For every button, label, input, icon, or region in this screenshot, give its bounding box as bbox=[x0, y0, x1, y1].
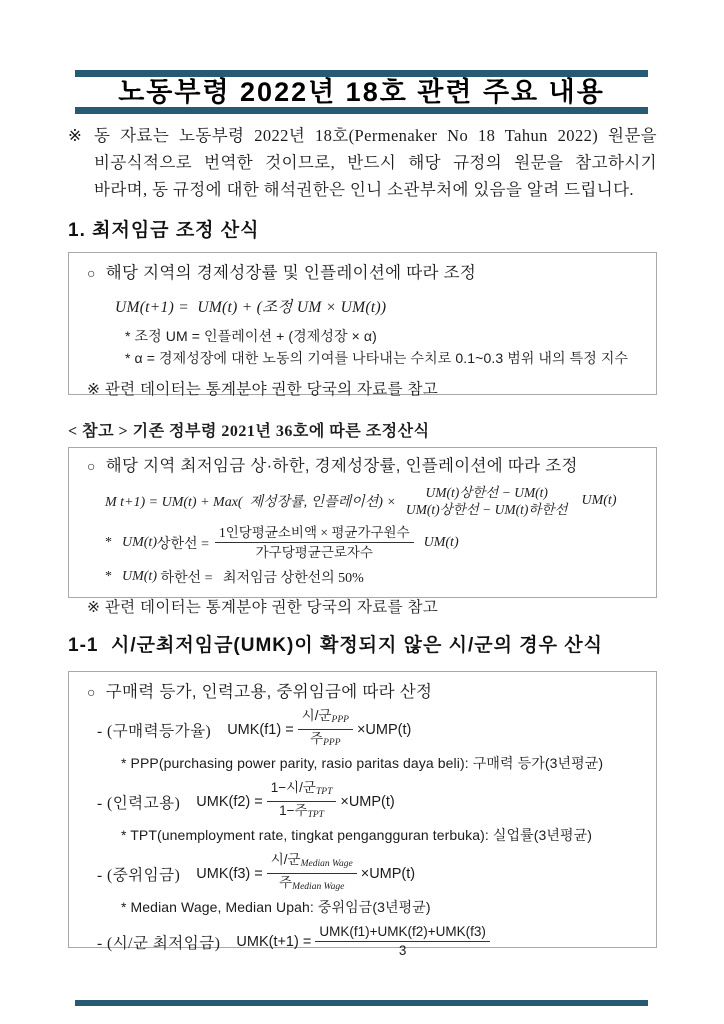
star-marker: * bbox=[105, 569, 112, 584]
formula-lhs: UMK(f3) = bbox=[196, 865, 263, 882]
box3-bullet-text: 구매력 등가, 인력고용, 중위임금에 따라 산정 bbox=[105, 683, 433, 701]
formula-tail: UM(t) bbox=[423, 534, 459, 550]
median-wage-note: * Median Wage, Median Upah: 중위임금(3년평균) bbox=[121, 899, 431, 915]
formula-rest: 하한선 = 최저임금 상한선의 50% bbox=[157, 571, 364, 586]
section-1-1-formula-box bbox=[68, 671, 657, 958]
fraction-numerator: 1−시/군$_{TPT}$ bbox=[267, 780, 337, 802]
tpt-note: * TPT(unemployment rate, tingkat pengangguran terbuka): 실업률(3년평균) bbox=[121, 827, 593, 843]
section-1-1-heading: 1-1 시/군최저임금(UMK)이 확정되지 않은 시/군의 경우 산식 bbox=[68, 635, 603, 656]
formula-tail: UM(t) bbox=[581, 493, 617, 508]
fraction-denominator: 1−주$_{TPT}$ bbox=[279, 803, 324, 820]
fraction-denominator: 3 bbox=[398, 943, 407, 958]
formula-lhs: UMK(t+1) = bbox=[236, 933, 312, 950]
formula-fraction bbox=[215, 524, 414, 561]
subscript: TPT bbox=[315, 787, 333, 797]
reference-heading: < 참고 > 기존 정부령 2021년 36호에 따른 조정산식 bbox=[68, 423, 430, 440]
disclaimer-paragraph bbox=[68, 122, 657, 203]
reference-formula-box bbox=[68, 447, 657, 616]
umk-f2-formula bbox=[196, 780, 394, 823]
formula-fraction bbox=[267, 780, 337, 823]
ratio-denominator: UM(t)상한선 − UM(t)하한선 bbox=[405, 502, 568, 517]
fraction-denominator: 가구당평균근로자수 bbox=[255, 545, 373, 560]
box2-footnote: ※ 관련 데이터는 통계분야 권한 당국의 자료를 참고 bbox=[87, 599, 438, 616]
ppp-note: * PPP(purchasing power parity, rasio paritas daya beli): 구매력 등가(3년평균) bbox=[121, 755, 604, 771]
formula-tail: ×UMP(t) bbox=[356, 721, 412, 738]
umk-final-formula bbox=[236, 924, 493, 959]
subscript: PPP bbox=[331, 715, 349, 725]
lower-limit-formula bbox=[105, 567, 646, 587]
box1-footnote: ※ 관련 데이터는 통계분야 권한 당국의 자료를 참고 bbox=[87, 381, 438, 398]
subscript: TPT bbox=[307, 810, 324, 820]
title-bottom-rule bbox=[75, 107, 648, 114]
row-label: - (구매력등가율) bbox=[97, 722, 212, 740]
fraction-denominator: 주$_{PPP}$ bbox=[310, 731, 341, 748]
circle-bullet-icon: ○ bbox=[87, 458, 96, 474]
box2-bullet-line bbox=[79, 454, 646, 478]
formula-lhs-italic: UM(t) bbox=[122, 569, 157, 584]
title-block bbox=[75, 70, 648, 114]
box2-bullet-text: 해당 지역 최저임금 상·하한, 경제성장률, 인플레이션에 따라 조정 bbox=[105, 457, 578, 475]
formula-fraction bbox=[267, 852, 357, 895]
umk-final-row bbox=[97, 924, 646, 959]
fraction-denominator: 주$_{Median Wage}$ bbox=[279, 875, 345, 892]
footer-rule bbox=[75, 1000, 648, 1006]
formula-lhs-rest: 상한선 = bbox=[157, 536, 209, 552]
formula-lhs: UMK(f2) = bbox=[196, 793, 263, 810]
fraction-numerator: 시/군$_{Median Wage}$ bbox=[267, 852, 357, 874]
formula-fraction bbox=[315, 924, 490, 959]
box1-bullet-line bbox=[79, 261, 646, 285]
circle-bullet-icon: ○ bbox=[87, 684, 96, 700]
formula-tail: ×UMP(t) bbox=[340, 793, 395, 810]
subscript: PPP bbox=[323, 738, 341, 748]
circle-bullet-icon: ○ bbox=[87, 265, 96, 281]
upper-limit-formula bbox=[105, 524, 646, 561]
subscript: Median Wage bbox=[300, 859, 353, 869]
row-label: - (시/군 최저임금) bbox=[97, 934, 221, 952]
formula-tail: ×UMP(t) bbox=[360, 865, 416, 882]
row-label: - (인력고용) bbox=[97, 794, 181, 812]
fraction-numerator: 시/군$_{PPP}$ bbox=[298, 708, 353, 730]
formula-lhs: M t+1) = UM(t) + Max( 제성장률, 인플레이션) × bbox=[105, 495, 396, 510]
star-marker: * bbox=[105, 534, 112, 550]
fraction-numerator: UMK(f1)+UMK(f2)+UMK(f3) bbox=[315, 924, 490, 942]
reference-mark: ※ bbox=[68, 126, 83, 145]
ratio-numerator: UM(t)상한선 − UM(t) bbox=[425, 485, 548, 500]
umk-f3-formula bbox=[196, 852, 415, 895]
disclaimer-text: 동 자료는 노동부령 2022년 18호(Permenaker No 18 Tahun 2022) 원문을 비공식적으로 번역한 것이므로, 반드시 해당 규정의 원문을 참고하시기 바라며, 동 규정에 대한 해석권한은 인니 소관부처에 있음을 알려 드립니다. bbox=[94, 126, 657, 199]
fraction-numerator: 1인당평균소비액 × 평균가구원수 bbox=[215, 524, 414, 543]
row-label: - (중위임금) bbox=[97, 866, 181, 884]
section-1-heading: 1. 최저임금 조정 산식 bbox=[68, 220, 260, 241]
umk-f1-row bbox=[97, 708, 646, 751]
formula-fraction bbox=[298, 708, 353, 751]
box3-bullet-line bbox=[79, 680, 646, 704]
page-title: 노동부령 2022년 18호 관련 주요 내용 bbox=[118, 77, 605, 107]
umk-f3-row bbox=[97, 852, 646, 895]
umk-f1-formula bbox=[227, 708, 411, 751]
box1-bullet-text: 해당 지역의 경제성장률 및 인플레이션에 따라 조정 bbox=[105, 264, 477, 282]
section-1-formula-box bbox=[68, 252, 657, 398]
subscript: Median Wage bbox=[292, 882, 345, 892]
um-adjustment-formula: UM(t+1) = UM(t) + (조정 UM × UM(t)) bbox=[115, 299, 387, 316]
umk-f2-row bbox=[97, 780, 646, 823]
box1-note-2: * α = 경제성장에 대한 노동의 기여를 나타내는 수치로 0.1~0.3 범위 내의 특정 지수 bbox=[125, 350, 629, 366]
formula-stacked-ratio bbox=[402, 484, 572, 518]
title-top-rule bbox=[75, 70, 648, 77]
formula-lhs-italic: UM(t) bbox=[122, 534, 157, 550]
formula-lhs: UMK(f1) = bbox=[227, 721, 294, 738]
box1-note-1: * 조정 UM = 인플레이션 + (경제성장 × α) bbox=[125, 328, 377, 344]
max-adjustment-formula bbox=[105, 484, 646, 518]
